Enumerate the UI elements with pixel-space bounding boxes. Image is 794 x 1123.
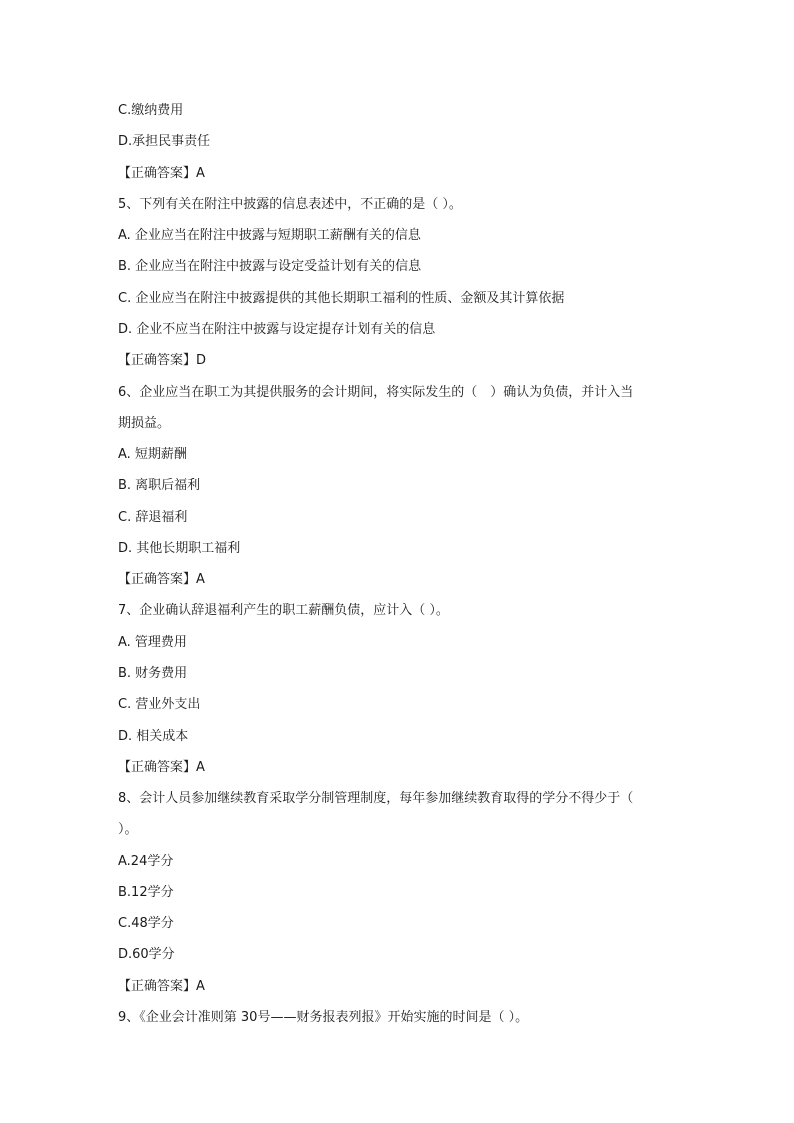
option-b-q6: B. 离职后福利 xyxy=(118,478,201,494)
option-d-q5: D. 企业不应当在附注中披露与设定提存计划有关的信息 xyxy=(118,322,436,338)
answer-q6: 【正确答案】A xyxy=(118,572,205,588)
option-d-q6: D. 其他长期职工福利 xyxy=(118,540,241,556)
option-c-q6: C. 辞退福利 xyxy=(118,509,188,525)
option-d-q4: D.承担民事责任 xyxy=(118,134,211,150)
answer-q5: 【正确答案】D xyxy=(118,353,207,369)
option-a-q5: A. 企业应当在附注中披露与短期职工薪酬有关的信息 xyxy=(118,228,421,244)
option-c-q4: C.缴纳费用 xyxy=(118,103,184,118)
option-c-q8: C.48学分 xyxy=(118,916,174,932)
document-body xyxy=(118,101,678,1039)
option-b-q5: B. 企业应当在附注中披露与设定受益计划有关的信息 xyxy=(118,259,422,275)
question-8-line-1: 8、会计人员参加继续教育采取学分制管理制度，每年参加继续教育取得的学分不得少于（ xyxy=(118,791,634,807)
option-d-q8: D.60学分 xyxy=(118,947,175,963)
answer-q4: 【正确答案】A xyxy=(118,165,205,181)
question-6-line-2: 期损益。 xyxy=(118,415,171,431)
option-a-q8: A.24学分 xyxy=(118,853,174,869)
option-c-q5: C. 企业应当在附注中披露提供的其他长期职工福利的性质、金额及其计算依据 xyxy=(118,290,565,306)
option-d-q7: D. 相关成本 xyxy=(118,728,189,744)
question-5: 5、下列有关在附注中披露的信息表述中，不正确的是（ ）。 xyxy=(118,196,462,212)
option-b-q7: B. 财务费用 xyxy=(118,666,188,682)
question-9: 9、《企业会计准则第 30号——财务报表列报》开始实施的时间是（ ）。 xyxy=(118,1010,529,1026)
question-8-line-2: ）。 xyxy=(118,822,138,838)
option-b-q8: B.12学分 xyxy=(118,884,174,900)
option-a-q7: A. 管理费用 xyxy=(118,634,187,650)
question-7: 7、企业确认辞退福利产生的职工薪酬负债，应计入（ ）。 xyxy=(118,603,449,619)
option-a-q6: A. 短期薪酬 xyxy=(118,446,187,462)
answer-q8: 【正确答案】A xyxy=(118,978,205,994)
question-6-line-1: 6、企业应当在职工为其提供服务的会计期间，将实际发生的（ ）确认为负债，并计入当 xyxy=(118,384,634,400)
answer-q7: 【正确答案】A xyxy=(118,759,205,775)
option-c-q7: C. 营业外支出 xyxy=(118,697,201,713)
